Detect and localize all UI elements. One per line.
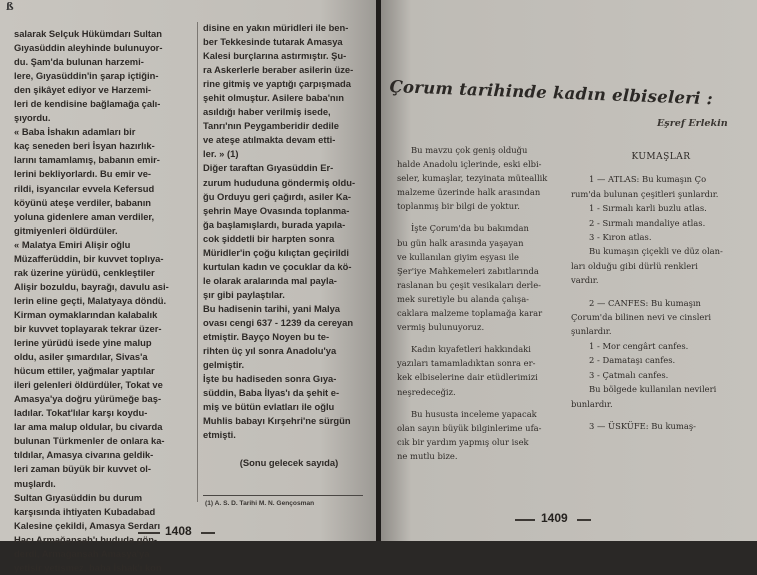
text-line: kurtulan kadın ve çocuklar da kö-	[203, 260, 352, 272]
text-line: Kadın kıyafetleri hakkındaki	[411, 344, 531, 355]
text-line: bunlardır.	[571, 398, 613, 409]
text-line: malzeme üzerinde halk arasından	[397, 187, 541, 198]
article-author: Eşref Erlekin	[657, 118, 728, 129]
text-line: Amasya'ya doğru yürümeğe baş-	[14, 393, 162, 405]
left-column-2	[203, 21, 375, 471]
text-line: etmiştir. Bayço Noyen bu te-	[203, 331, 330, 343]
text-line: şehrin Maye Ovasında toplanma-	[203, 204, 350, 216]
text-line: Bu kumaşın çiçekli ve düz olan-	[589, 246, 723, 257]
paragraph	[397, 342, 563, 398]
page-number-dash-right	[577, 519, 591, 521]
page-number-dash-right	[201, 532, 215, 534]
text-line: ğa başlamışlardı, burada yapıla-	[203, 218, 346, 230]
text-line: kaç seneden beri İsyan hazırlık-	[14, 140, 155, 152]
text-line: (Sonu gelecek sayıda)	[239, 457, 339, 469]
text-line: larını tamamlamış, babanın emir-	[14, 154, 160, 166]
text-line: tıldılar, Amasya civarına geldik-	[14, 449, 154, 461]
text-line: 1 - Mor cengârt canfes.	[589, 340, 689, 351]
left-page	[0, 0, 376, 573]
text-line: halde Anadolu içlerinde, eski elbi-	[397, 159, 542, 170]
text-line: etmişti.	[203, 429, 236, 441]
text-line: Şer'iye Mahkemeleri zabıtlarında	[397, 265, 539, 276]
text-line: şır gibi paylaştılar.	[203, 288, 285, 300]
paragraph	[397, 221, 563, 334]
text-line: disine en yakın müridleri ile ben-	[203, 22, 349, 33]
text-line: Kalesi burçlarına astırmıştır. Şu-	[203, 50, 347, 62]
text-line: ra Askerlerle beraber asilerin üze-	[203, 64, 354, 76]
text-line: gelmiştir.	[203, 359, 245, 371]
text-line: bir kuvvet toplayarak tekrar üzer-	[14, 322, 162, 334]
text-line: Müridler'in çoğu kılıçtan geçirildi	[203, 246, 350, 258]
text-line: ovası cengi 637 - 1239 da cereyan	[203, 316, 354, 328]
text-line: yoluna gidenlere aman verdiler,	[14, 210, 155, 222]
text-line: lar ama malup oldular, bu civarda	[14, 421, 163, 433]
text-line: gitmiyenleri öldürdüler.	[14, 224, 118, 236]
text-line: vardır.	[571, 275, 599, 286]
text-line: cık bir yardım yapmış olur isek	[397, 436, 529, 447]
text-line: Tanrı'nın Peygamberidir dedile	[203, 120, 339, 132]
text-line: ları olduğu gibi dürlü renkleri	[571, 260, 698, 271]
text-line: rum'da bulunan çeşitleri şunlardır.	[571, 188, 719, 199]
text-line: ber Tekkesinde tutarak Amasya	[203, 36, 343, 48]
text-line: İşte Çorum'da bu bakımdan	[411, 223, 529, 234]
text-line: vermiş bulunuyoruz.	[397, 322, 485, 333]
text-line: ğu Orduyu geri çağırdı, asiler Ka-	[203, 190, 351, 202]
text-line	[203, 442, 375, 456]
text-line: ladılar. Tokat'lılar karşı koydu-	[14, 407, 148, 419]
text-line: ne mutlu bize.	[397, 450, 458, 461]
text-line: şıyordu.	[14, 112, 51, 124]
page-number-right: 1409	[541, 511, 568, 525]
text-line: lerin eline geçti, Malatyaya döndü.	[14, 294, 167, 306]
text-line: lerine yürüdü isede yine malup	[14, 337, 152, 349]
section-heading: KUMAŞLAR	[631, 152, 691, 162]
text-line: asıldığı haber verilmiş isede,	[203, 106, 331, 118]
text-line: lerini bekliyorlardı. Bu emir ve-	[14, 168, 152, 180]
text-line: neşredeceğiz.	[397, 386, 456, 397]
text-line: ve kullanılan giyim eşyası ile	[397, 251, 519, 262]
text-line: 3 - Çatmalı canfes.	[589, 369, 669, 380]
text-line: Alişir bozuldu, bayrağı, davulu asi-	[14, 280, 169, 292]
text-line: yetişir yetişmez, baba İshak'ı kon	[14, 561, 162, 573]
text-line: leri de kendisine bağlamağa çalı-	[14, 98, 161, 110]
text-line: Gıyasüddin aleyhinde bulunuyor-	[14, 42, 163, 54]
text-line: toplanmış bir bilgi de yoktur.	[397, 201, 520, 212]
text-line: 3 - Kıron atlas.	[589, 232, 652, 243]
text-line: ler. » (1)	[203, 148, 239, 160]
right-page	[381, 0, 757, 541]
paragraph	[397, 407, 563, 463]
text-line: 1 - Sırmalı karli buzlu atlas.	[589, 203, 707, 214]
text-line: süddin, Baba İlyas'ı da şehit e-	[203, 387, 340, 399]
text-line: 2 — CANFES: Bu kumaşın	[589, 297, 701, 308]
text-line: Çorum'da bilinen nevi ve cinsleri	[571, 312, 712, 323]
page-number-dash-left	[138, 532, 160, 534]
text-line: Sultan Gıyasüddin bu durum	[14, 491, 143, 503]
right-column-1	[397, 143, 563, 471]
text-line: ve ateşe atılmakta devam etti-	[203, 134, 336, 146]
text-line: Bu mavzu çok geniş olduğu	[411, 145, 528, 155]
text-line: « Malatya Emiri Alişir oğlu	[14, 238, 131, 250]
text-line: şehit olmuştur. Asilere baba'nın	[203, 92, 344, 104]
page-number-dash-left	[515, 519, 535, 521]
text-line: le olarak aralarında mal payla-	[203, 274, 337, 286]
text-line: 2 - Sırmalı mandaliye atlas.	[589, 217, 706, 228]
corner-mark: ß	[6, 2, 14, 13]
text-line: « Baba İshakın adamları bir	[14, 126, 136, 138]
text-line: 1 — ATLAS: Bu kumaşın Ço	[589, 174, 707, 185]
text-line: salarak Selçuk Hükümdarı Sultan	[14, 28, 162, 39]
text-line: İşte bu hadiseden sonra Gıya-	[203, 373, 337, 385]
text-line: oldu, asiler şımardılar, Sivas'a	[14, 351, 148, 363]
text-line: Bu hadisenin tarihi, yani Malya	[203, 302, 341, 314]
text-line: zurum hududuna göndermiş oldu-	[203, 176, 356, 188]
text-line: olan sayın büyük bilginlerime ufa-	[397, 422, 542, 433]
text-line: Diğer taraftan Gıyasüddin Er-	[203, 162, 334, 174]
text-line: şunlardır.	[571, 326, 612, 337]
text-line: Muhlis babayı Kırşehri'ne sürgün	[203, 415, 351, 427]
text-line: miş ve bütün evlatları ile oğlu	[203, 401, 335, 413]
column-divider	[197, 22, 198, 502]
text-line: Kalesine çekildi, Amasya Serdarı	[14, 519, 161, 531]
text-line: rak üzerine yürüdü, cenkleştiler	[14, 266, 155, 278]
text-line: leri zaman büyük bir kuvvet ol-	[14, 463, 152, 475]
text-line: 2 - Damataşı canfes.	[589, 355, 676, 366]
text-line: seler, kumaşlar, tezyinata müteallik	[397, 173, 548, 184]
text-line: ileri gelenleri öldürdüler, Tokat ve	[14, 379, 163, 391]
left-column-1	[14, 27, 193, 575]
text-line: mek suretiyle bu alanda çalışa-	[397, 293, 530, 304]
text-line: rihten üç yıl sonra Anadolu'ya	[203, 345, 337, 357]
right-column-2	[571, 148, 751, 433]
text-line: Bu bölgede kullanılan nevileri	[589, 384, 717, 395]
text-line: köyünü ateşe verdiler, babanın	[14, 196, 152, 208]
text-line: rine gitmiş ve yaptığı çarpışmada	[203, 78, 351, 90]
text-line: rildi, isyancılar evvela Kefersud	[14, 182, 155, 194]
text-line: bulunan Türkmenler de onlara ka-	[14, 435, 165, 447]
text-line: hücum ettiler, yağmalar yaptılar	[14, 365, 155, 377]
text-line: caklara malzeme toplamağa karar	[397, 308, 543, 319]
text-line: bu gün halk arasında yaşayan	[397, 237, 524, 248]
page-number-left: 1408	[165, 524, 192, 538]
paragraph	[397, 143, 563, 213]
text-line: du. Şam'da bulunan harzemi-	[14, 56, 144, 68]
text-line: cok şiddetli bir harpten sonra	[203, 232, 335, 244]
text-line: raslanan bu çeşit vesikaları derle-	[397, 279, 542, 290]
text-line: 3 — ÜSKÜFE: Bu kumaş-	[589, 420, 696, 431]
text-line: Kirman oymaklarından kalabalık	[14, 308, 158, 320]
text-line: Bu hususta inceleme yapacak	[411, 408, 537, 419]
text-line: karşısında ihtiyaten Kubadabad	[14, 505, 156, 517]
text-line: derdi, Armağanşah Amasya'ya	[14, 547, 150, 559]
article-title: Çorum tarihinde kadın elbiseleri :	[389, 76, 714, 109]
text-line: Müzafferüddin, bir kuvvet toplıya-	[14, 252, 164, 264]
text-line: kek elbiselerine dair etüdlerimizi	[397, 372, 538, 383]
footnote: (1) A. S. D. Tarihi M. N. Gençosman	[205, 500, 315, 507]
footnote-rule	[203, 495, 363, 496]
text-line: yazıları tamamladıktan sonra er-	[397, 358, 536, 369]
text-line: muşlardı.	[14, 477, 56, 489]
text-line: lere, Gıyasüddin'in şarap içtiğin-	[14, 70, 159, 82]
text-line: den şikâyet ediyor ve Harzemi-	[14, 84, 152, 96]
text-line: Hacı Armağanşah'ı hududa gön-	[14, 533, 158, 545]
